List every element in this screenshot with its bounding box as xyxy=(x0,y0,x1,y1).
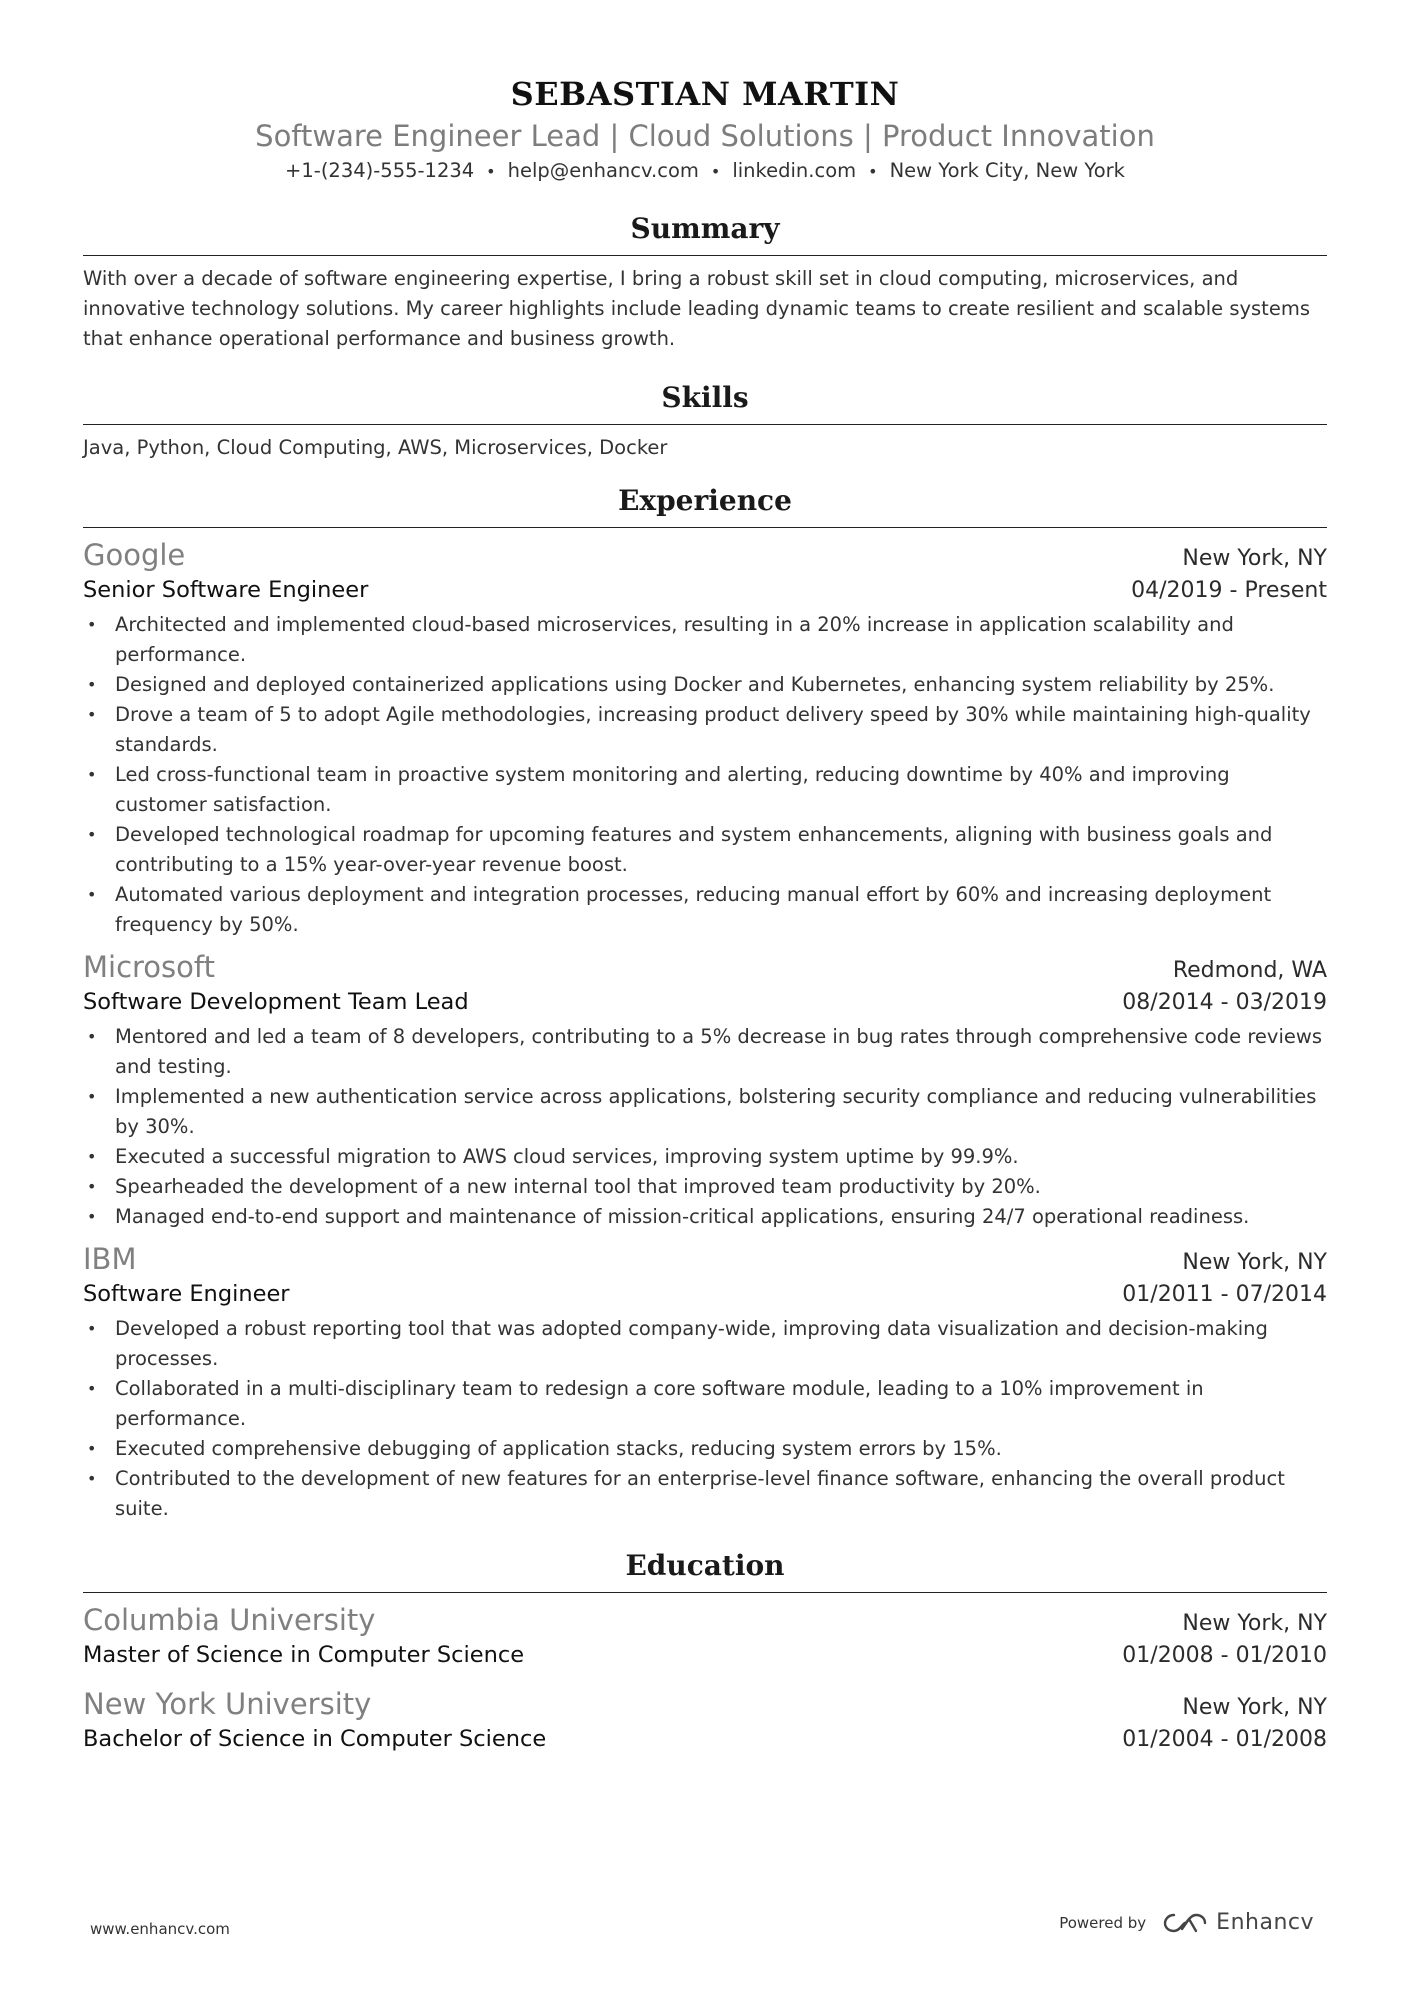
achievement-list xyxy=(83,1314,1327,1524)
company-name: IBM xyxy=(83,1242,137,1276)
bullet-text: Contributed to the development of new features for an enterprise-level finance software, enhancing the overall product suite. xyxy=(115,1467,1285,1520)
job-location: Redmond, WA xyxy=(1172,958,1327,983)
bullet-text: Executed comprehensive debugging of application stacks, reducing system errors by 15%. xyxy=(115,1437,1002,1460)
list-item xyxy=(83,1172,1327,1202)
list-item xyxy=(83,1314,1327,1374)
job-role: Software Development Team Lead xyxy=(83,989,469,1015)
bullet-icon: • xyxy=(87,1027,97,1046)
job-role: Software Engineer xyxy=(83,1281,290,1307)
separator-dot: • xyxy=(486,162,496,181)
job-dates: 01/2011 - 07/2014 xyxy=(1122,1282,1327,1307)
section-heading-education: Education xyxy=(83,1546,1327,1593)
bullet-text: Led cross-functional team in proactive system monitoring and alerting, reducing downtime by 40% and improving customer satisfaction. xyxy=(115,763,1230,816)
skills-section xyxy=(83,378,1327,463)
bullet-icon: • xyxy=(87,825,97,844)
job-location: New York, NY xyxy=(1182,1250,1327,1275)
degree: Bachelor of Science in Computer Science xyxy=(83,1726,547,1752)
list-item xyxy=(83,1434,1327,1464)
email[interactable]: help@enhancv.com xyxy=(507,159,699,182)
entry-header-row xyxy=(83,536,1327,574)
entry-header-row xyxy=(83,1601,1327,1639)
list-item xyxy=(83,820,1327,880)
degree: Master of Science in Computer Science xyxy=(83,1642,525,1668)
list-item xyxy=(83,1202,1327,1232)
bullet-text: Developed a robust reporting tool that was adopted company-wide, improving data visualization and decision-making processes. xyxy=(115,1317,1268,1370)
bullet-icon: • xyxy=(87,675,97,694)
bullet-icon: • xyxy=(87,1469,97,1488)
list-item xyxy=(83,1464,1327,1524)
summary-section xyxy=(83,209,1327,354)
section-heading-skills: Skills xyxy=(83,378,1327,425)
enhancv-brand[interactable] xyxy=(1162,1910,1314,1935)
contact-line xyxy=(83,156,1327,187)
resume-header xyxy=(83,0,1327,187)
entry-role-row xyxy=(83,574,1327,606)
job-dates: 08/2014 - 03/2019 xyxy=(1122,990,1327,1015)
separator-dot: • xyxy=(710,162,721,181)
experience-entry xyxy=(83,536,1327,940)
school-name: Columbia University xyxy=(83,1603,376,1637)
bullet-icon: • xyxy=(87,1207,97,1226)
summary-text: With over a decade of software engineering expertise, I bring a robust skill set in cloud computing, microservices, and innovative technology solutions. My career highlights include leading dynamic teams to create resilient and scalable systems that enhance operational performance and business growth. xyxy=(83,267,1310,350)
education-dates: 01/2004 - 01/2008 xyxy=(1122,1727,1327,1752)
company-name: Microsoft xyxy=(83,950,215,984)
bullet-text: Managed end-to-end support and maintenance of mission-critical applications, ensuring 24/7 operational readiness. xyxy=(115,1205,1250,1228)
bullet-icon: • xyxy=(87,1147,97,1166)
linkedin-link[interactable]: linkedin.com xyxy=(732,159,857,182)
entry-header-row xyxy=(83,948,1327,986)
list-item xyxy=(83,610,1327,670)
list-item xyxy=(83,1082,1327,1142)
job-dates: 04/2019 - Present xyxy=(1131,578,1327,603)
bullet-text: Collaborated in a multi-disciplinary team to redesign a core software module, leading to a 10% improvement in performance. xyxy=(115,1377,1204,1430)
job-location: New York, NY xyxy=(1182,546,1327,571)
school-name: New York University xyxy=(83,1687,372,1721)
experience-entry xyxy=(83,1240,1327,1524)
bullet-icon: • xyxy=(87,1439,97,1458)
bullet-icon: • xyxy=(87,1319,97,1338)
location: New York City, New York xyxy=(889,159,1125,182)
list-item xyxy=(83,700,1327,760)
section-heading-summary: Summary xyxy=(83,209,1327,256)
entry-role-row xyxy=(83,1278,1327,1310)
list-item xyxy=(83,1142,1327,1172)
entry-role-row xyxy=(83,986,1327,1018)
education-entry xyxy=(83,1601,1327,1671)
bullet-icon: • xyxy=(87,765,97,784)
candidate-name: SEBASTIAN MARTIN xyxy=(510,75,900,113)
list-item xyxy=(83,670,1327,700)
bullet-text: Drove a team of 5 to adopt Agile methodologies, increasing product delivery speed by 30% while maintaining high-quality standards. xyxy=(115,703,1311,756)
company-name: Google xyxy=(83,538,186,572)
education-entry xyxy=(83,1685,1327,1755)
bullet-icon: • xyxy=(87,705,97,724)
bullet-icon: • xyxy=(87,1177,97,1196)
experience-entry xyxy=(83,948,1327,1232)
school-location: New York, NY xyxy=(1182,1695,1327,1720)
list-item xyxy=(83,760,1327,820)
bullet-text: Architected and implemented cloud-based microservices, resulting in a 20% increase in application scalability and performance. xyxy=(115,613,1234,666)
bullet-text: Implemented a new authentication service across applications, bolstering security compliance and reducing vulnerabilities by 30%. xyxy=(115,1085,1317,1138)
entry-degree-row xyxy=(83,1639,1327,1671)
bullet-icon: • xyxy=(87,1379,97,1398)
footer-url-link[interactable]: www.enhancv.com xyxy=(90,1920,230,1938)
bullet-icon: • xyxy=(87,1087,97,1106)
list-item xyxy=(83,880,1327,940)
bullet-text: Designed and deployed containerized applications using Docker and Kubernetes, enhancing system reliability by 25%. xyxy=(115,673,1275,696)
school-location: New York, NY xyxy=(1182,1611,1327,1636)
list-item xyxy=(83,1022,1327,1082)
powered-by-label: Powered by xyxy=(1059,1913,1147,1932)
entry-header-row xyxy=(83,1240,1327,1278)
candidate-title: Software Engineer Lead | Cloud Solutions | Product Innovation xyxy=(255,119,1155,153)
bullet-icon: • xyxy=(87,885,97,904)
bullet-icon: • xyxy=(87,615,97,634)
page-footer xyxy=(0,1910,1410,1950)
achievement-list xyxy=(83,1022,1327,1232)
section-heading-experience: Experience xyxy=(83,481,1327,528)
bullet-text: Mentored and led a team of 8 developers, contributing to a 5% decrease in bug rates through comprehensive code reviews and testing. xyxy=(115,1025,1322,1078)
bullet-text: Spearheaded the development of a new internal tool that improved team productivity by 20%. xyxy=(115,1175,1041,1198)
entry-header-row xyxy=(83,1685,1327,1723)
brand-name: Enhancv xyxy=(1216,1910,1314,1935)
list-item xyxy=(83,1374,1327,1434)
achievement-list xyxy=(83,610,1327,940)
education-section xyxy=(83,1546,1327,1755)
education-dates: 01/2008 - 01/2010 xyxy=(1122,1643,1327,1668)
entry-degree-row xyxy=(83,1723,1327,1755)
powered-by xyxy=(1059,1910,1314,1935)
bullet-text: Executed a successful migration to AWS cloud services, improving system uptime by 99.9%. xyxy=(115,1145,1019,1168)
bullet-text: Developed technological roadmap for upcoming features and system enhancements, aligning with business goals and contributing to a 15% year-over-year revenue boost. xyxy=(115,823,1273,876)
phone: +1-(234)-555-1234 xyxy=(285,159,475,182)
job-role: Senior Software Engineer xyxy=(83,577,369,603)
experience-section xyxy=(83,481,1327,1524)
separator-dot: • xyxy=(868,162,878,181)
skills-text: Java, Python, Cloud Computing, AWS, Microservices, Docker xyxy=(83,436,668,459)
enhancv-logo-icon xyxy=(1162,1911,1208,1935)
bullet-text: Automated various deployment and integration processes, reducing manual effort by 60% and increasing deployment frequency by 50%. xyxy=(115,883,1272,936)
